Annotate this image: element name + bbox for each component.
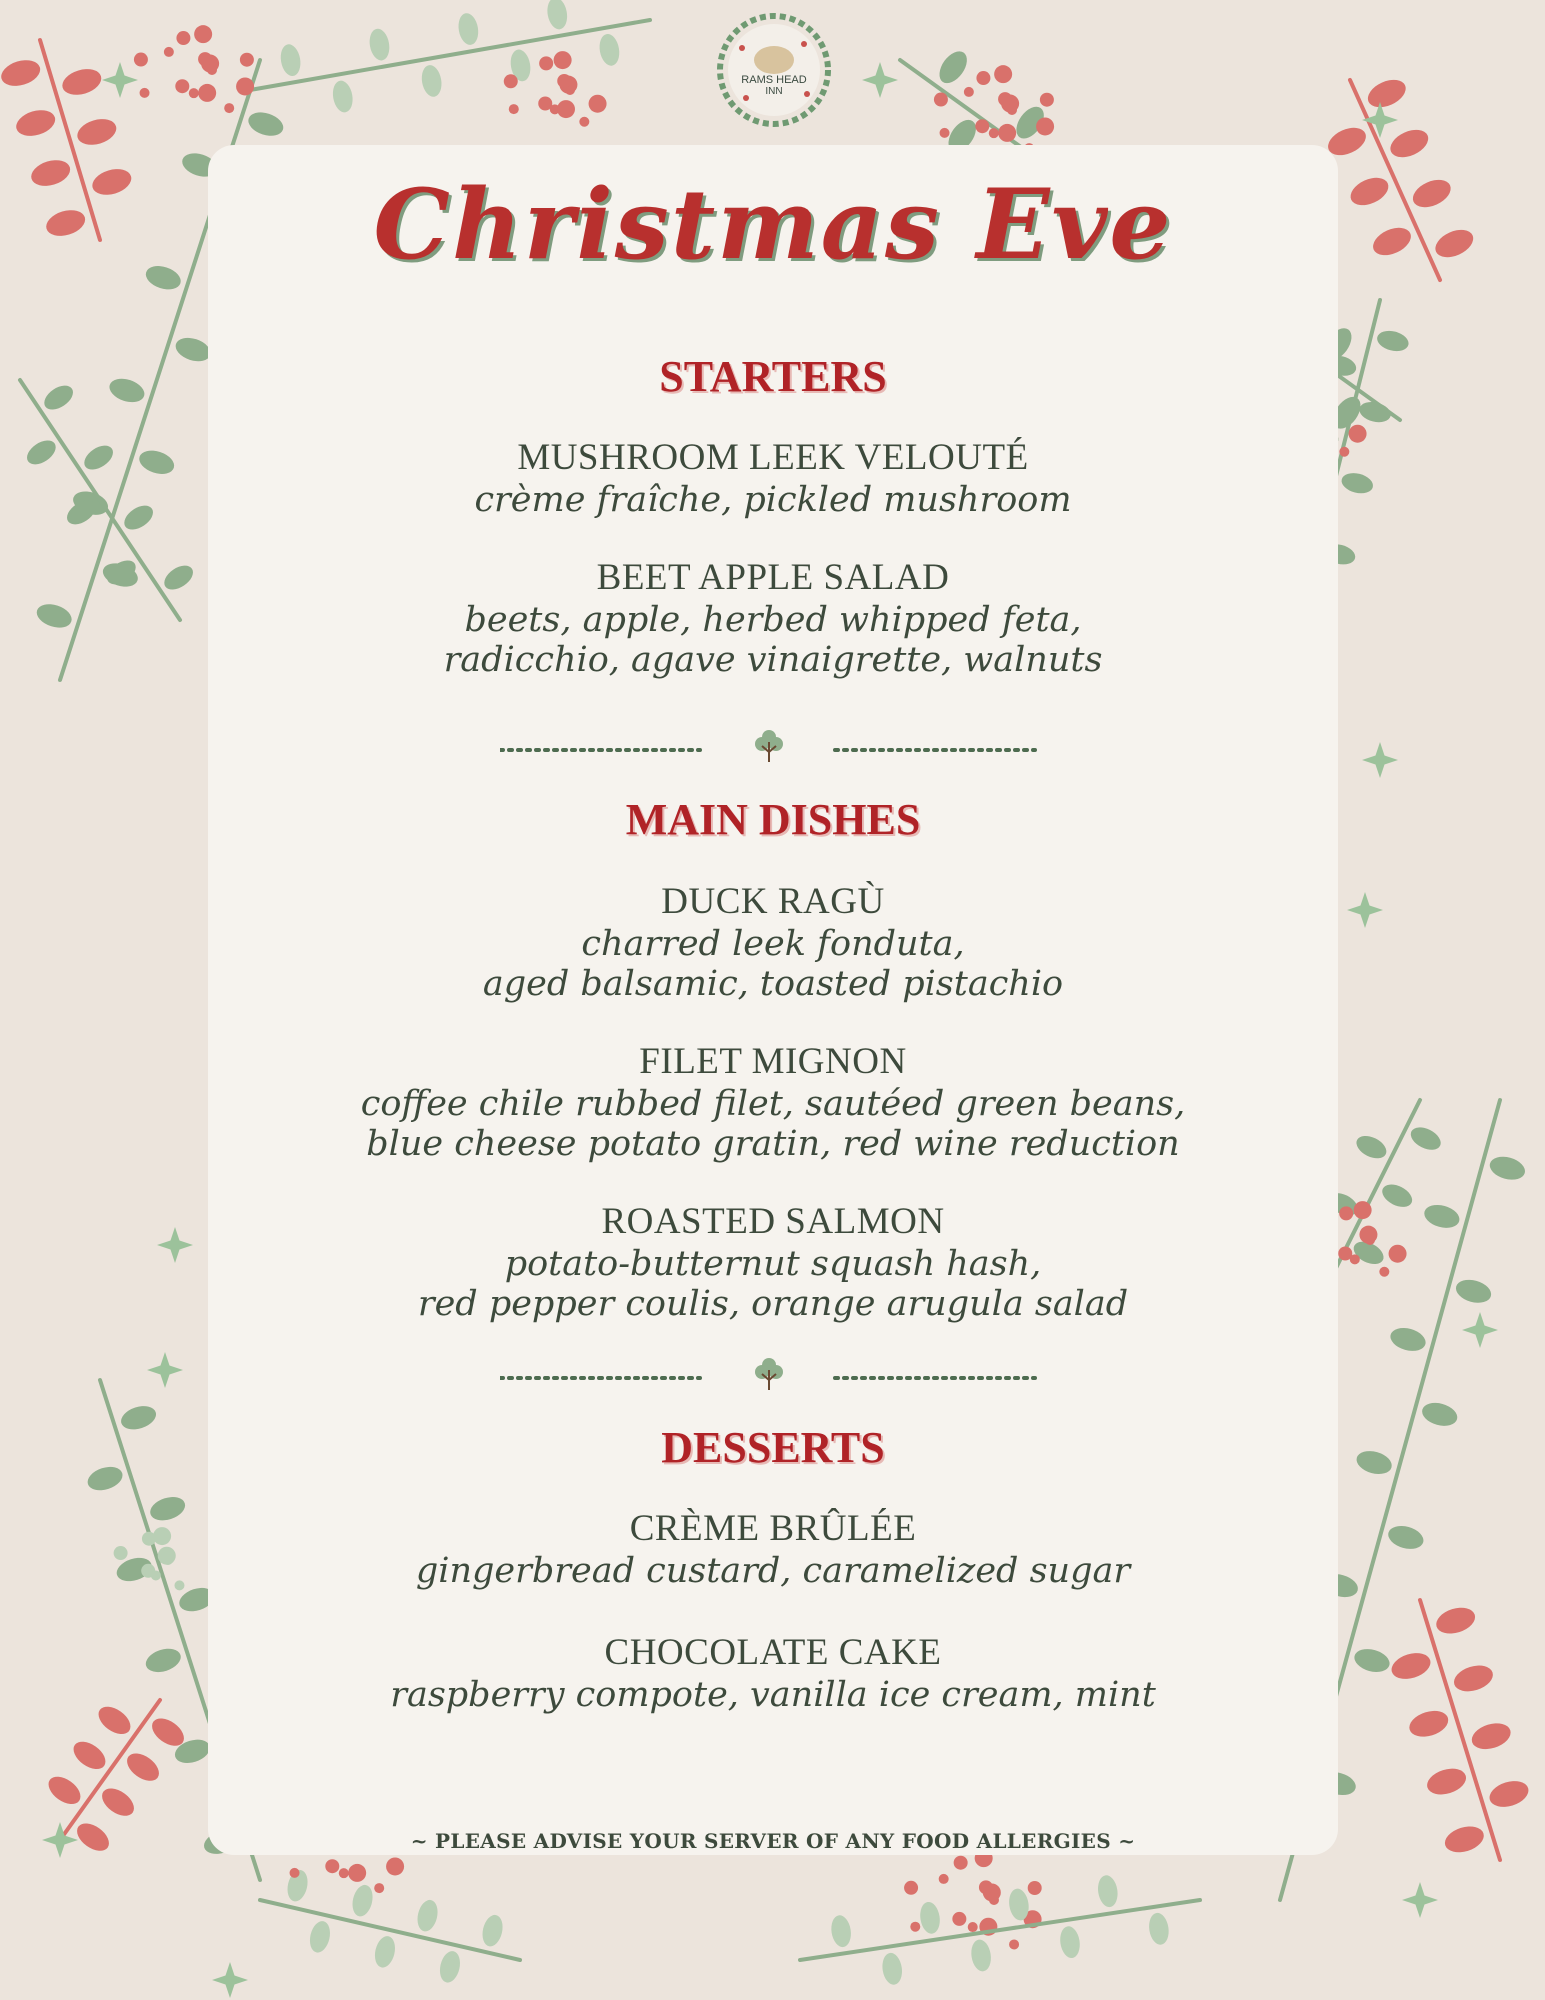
dish-creme-brulee <box>208 1507 1338 1591</box>
dish-roasted-salmon <box>208 1200 1338 1324</box>
logo-line-2: INN <box>765 86 783 97</box>
dish-description: radicchio, agave vinaigrette, walnuts <box>443 640 1103 680</box>
dish-description: blue cheese potato gratin, red wine reduction <box>366 1124 1180 1164</box>
dish-name: BEET APPLE SALAD <box>596 557 950 598</box>
dish-name: CRÈME BRÛLÉE <box>629 1508 917 1549</box>
dish-beet-apple-salad <box>208 556 1338 680</box>
section-title-desserts: DESSERTS <box>661 1423 885 1472</box>
dish-name: MUSHROOM LEEK VELOUTÉ <box>517 437 1029 478</box>
dish-description: crème fraîche, pickled mushroom <box>474 480 1072 520</box>
dish-description: aged balsamic, toasted pistachio <box>482 964 1064 1004</box>
dish-description: charred leek fonduta, <box>581 924 965 964</box>
allergy-notice: ~ PLEASE ADVISE YOUR SERVER OF ANY FOOD ALLERGIES ~ <box>410 1829 1136 1853</box>
dish-description: gingerbread custard, caramelized sugar <box>415 1551 1131 1591</box>
logo-line-1: RAMS HEAD <box>741 74 807 86</box>
menu-title: Christmas Eve <box>373 168 1173 281</box>
logo-wordmark <box>712 74 836 98</box>
dish-name: CHOCOLATE CAKE <box>604 1632 942 1673</box>
section-divider <box>500 1356 1040 1396</box>
dish-mushroom-leek-veloute <box>208 436 1338 520</box>
tree-sprig-icon <box>755 1358 783 1390</box>
section-title-main-dishes: MAIN DISHES <box>625 795 921 844</box>
dish-name: ROASTED SALMON <box>601 1201 945 1242</box>
dish-filet-mignon <box>208 1040 1338 1164</box>
dish-description: red pepper coulis, orange arugula salad <box>417 1284 1129 1324</box>
dish-name: FILET MIGNON <box>639 1041 907 1082</box>
section-divider <box>500 728 1040 768</box>
dish-duck-ragu <box>208 880 1338 1004</box>
dish-description: beets, apple, herbed whipped feta, <box>464 600 1082 640</box>
dish-name: DUCK RAGÙ <box>661 881 885 922</box>
dish-description: coffee chile rubbed filet, sautéed green beans, <box>360 1084 1186 1124</box>
dish-description: potato-butternut squash hash, <box>504 1244 1042 1284</box>
rams-head-inn-logo <box>712 8 836 132</box>
dish-description: raspberry compote, vanilla ice cream, mint <box>390 1675 1156 1715</box>
section-title-starters: STARTERS <box>659 352 887 401</box>
dish-chocolate-cake <box>208 1631 1338 1715</box>
tree-sprig-icon <box>755 730 783 762</box>
